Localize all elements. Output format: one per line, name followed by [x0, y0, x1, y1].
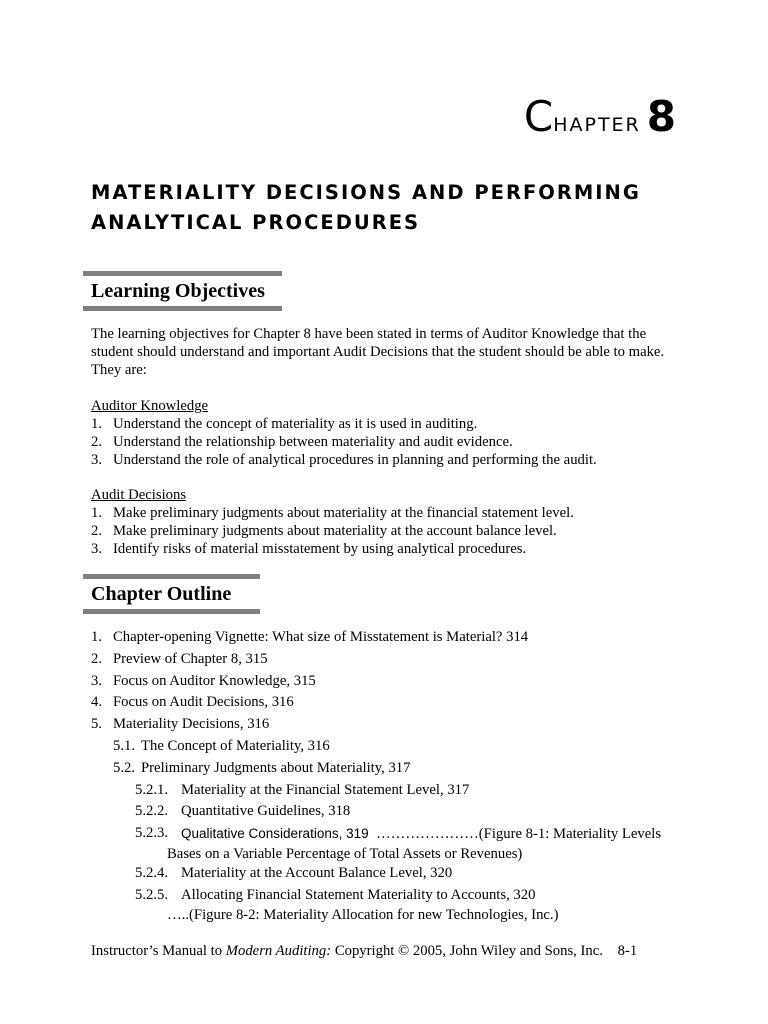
list-item: 3. Understand the role of analytical procedures in planning and performing the audit. [91, 452, 597, 468]
chapter-title [91, 178, 691, 238]
figure-reference: (Figure 8-1: Materiality Levels [478, 826, 662, 843]
book-title: Modern Auditing: [225, 943, 332, 959]
audit-decisions-block [91, 486, 681, 558]
list-item: 3. Identify risks of material misstatement by using analytical procedures. [91, 541, 527, 557]
outline-sub-sub-item: 5.2.5. Allocating Financial Statement Materiality to Accounts, 320 [135, 886, 536, 903]
chapter-word: HAPTER [553, 114, 641, 136]
outline-sub-sub-item: 5.2.4. Materiality at the Account Balance Level, 320 [135, 864, 453, 881]
chapter-outline-list [91, 627, 681, 924]
chapter-heading [523, 92, 676, 141]
outline-item: 5. Materiality Decisions, 316 [91, 716, 270, 733]
outline-item: 3. Focus on Auditor Knowledge, 315 [91, 672, 316, 689]
outline-sub-sub-item: 5.2.2. Quantitative Guidelines, 318 [135, 803, 351, 820]
outline-item: 2. Preview of Chapter 8, 315 [91, 650, 268, 667]
list-item: 1. Make preliminary judgments about materiality at the financial statement level. [91, 505, 574, 521]
outline-sub-item: 5.1. The Concept of Materiality, 316 [113, 737, 330, 754]
chapter-title-line-2: ANALYTICAL PROCEDURES [91, 211, 421, 234]
outline-item: 4. Focus on Audit Decisions, 316 [91, 694, 294, 711]
outline-item: 1. Chapter-opening Vignette: What size of Misstatement is Material? 314 [91, 629, 529, 645]
figure-reference-continued: Bases on a Variable Percentage of Total Assets or Revenues) [167, 845, 523, 862]
chapter-outline-heading: Chapter Outline [83, 574, 260, 614]
list-item: 2. Make preliminary judgments about materiality at the account balance level. [91, 523, 557, 539]
auditor-knowledge-block [91, 397, 681, 469]
list-item: 2. Understand the relationship between materiality and audit evidence. [91, 434, 513, 450]
chapter-number: 8 [646, 92, 676, 141]
learning-objectives-intro: The learning objectives for Chapter 8 have been stated in terms of Auditor Knowledge that the student should understand and important Audit Decisions that the student should be able to make. They are: [91, 326, 665, 378]
audit-decisions-heading: Audit Decisions [91, 487, 187, 503]
page-footer: Instructor’s Manual to Modern Auditing: Copyright © 2005, John Wiley and Sons, Inc. 8-1 [91, 943, 638, 959]
learning-objectives-heading: Learning Objectives [83, 271, 282, 311]
auditor-knowledge-heading: Auditor Knowledge [91, 398, 209, 414]
outline-sub-sub-item: 5.2.1. Materiality at the Financial Statement Level, 317 [135, 781, 470, 798]
chapter-title-line-1: MATERIALITY DECISIONS AND PERFORMING [91, 181, 641, 204]
figure-reference-continued: …..(Figure 8-2: Materiality Allocation for new Technologies, Inc.) [167, 906, 559, 923]
chapter-first-letter: C [523, 92, 554, 141]
list-item: 1. Understand the concept of materiality as it is used in auditing. [91, 416, 478, 432]
outline-sub-sub-item: 5.2.3. Qualitative Considerations, 319 …………………(Figure 8-1: Materiality Levels [135, 825, 662, 843]
outline-sub-item: 5.2. Preliminary Judgments about Materiality, 317 [113, 759, 411, 776]
page-number: 8-1 [617, 943, 638, 959]
